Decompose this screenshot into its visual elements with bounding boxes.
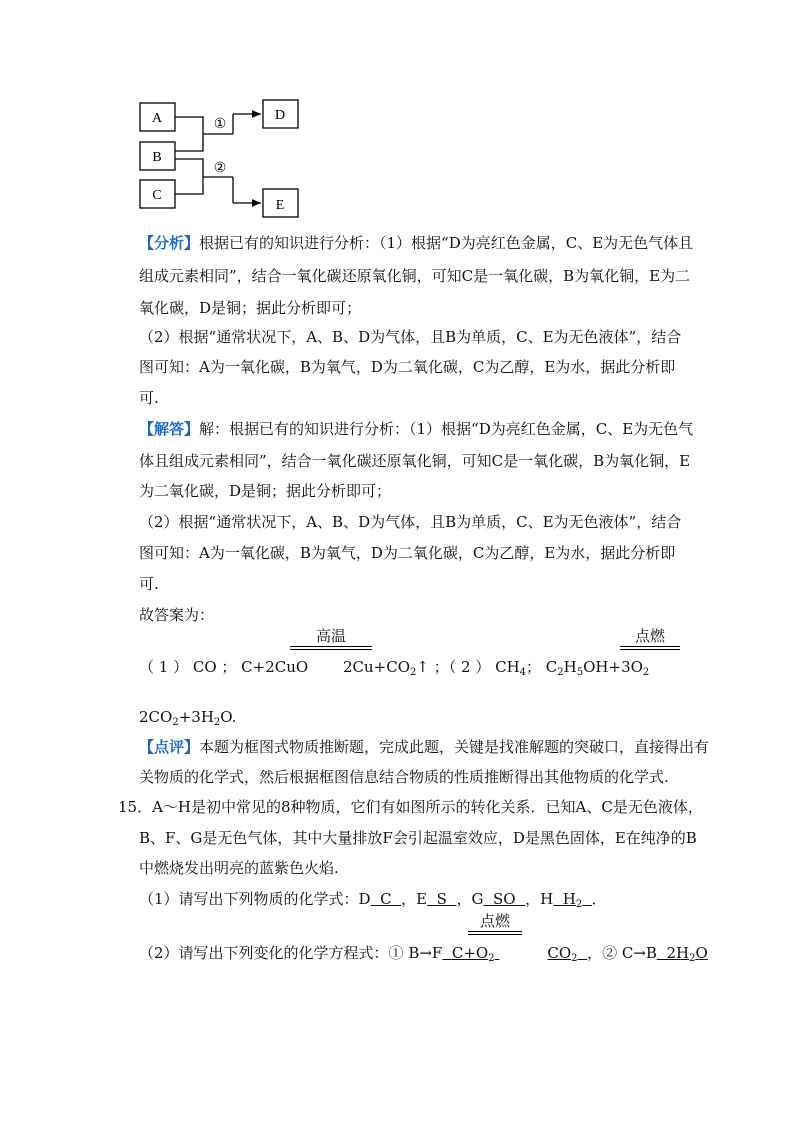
comment-line-2: 关物质的化学式，然后根据框图信息结合物质的性质推断得出其他物质的化学式. xyxy=(139,768,669,786)
answer-h: $H_2$ xyxy=(562,890,583,910)
box-b-label: B xyxy=(152,150,162,165)
answer-d: C xyxy=(380,890,392,908)
marker-1: ① xyxy=(213,117,227,132)
analysis-line-2: 组成元素相同”，结合一氧化碳还原氧化铜，可知C是一氧化碳，B为氧化铜，E为二 xyxy=(139,267,691,285)
equation-b-to-f-product: $CO_2$ xyxy=(547,944,578,964)
equation-line-1b: $2Cu+CO_2↑$ ；（ 2 ） $CH_4$； $C_2H_5OH+3O_2$ xyxy=(343,658,650,678)
q15-part-2: （2）请写出下列变化的化学方程式：① B→F $C+O_2$ $CO_2$ ，② C→B $2H_2O$ xyxy=(139,944,708,964)
equation-line-2: $2CO_2+3H_2O$. xyxy=(139,708,237,728)
equation-c-to-b: $2H_2O$ xyxy=(666,944,708,964)
analysis-line-6: 可. xyxy=(139,389,159,407)
analysis-tag: 【分析】 xyxy=(139,234,200,252)
box-c-label: C xyxy=(152,188,162,203)
q15-condition-ignite: 点燃 xyxy=(468,912,522,935)
equation-b-to-f: $C+O_2$ xyxy=(451,944,495,964)
box-a-label: A xyxy=(151,111,163,126)
answer-line-2: 体且组成元素相同”，结合一氧化碳还原氧化铜，可知C是一氧化碳，B为氧化铜，E xyxy=(139,452,691,470)
q15-line-3: 中燃烧发出明亮的蓝紫色火焰. xyxy=(139,859,339,877)
analysis-line-3: 氧化碳，D是铜；据此分析即可； xyxy=(139,299,362,317)
answer-line-6: 可. xyxy=(139,575,159,593)
equation-line-1: （ 1 ） CO ； C+2CuO xyxy=(139,658,309,676)
box-e-label: E xyxy=(275,198,285,213)
answer-g: SO xyxy=(493,890,516,908)
q15-line-1: 15．A～H是初中常见的8种物质，它们有如图所示的转化关系．已知A、C是无色液体， xyxy=(118,798,703,816)
answer-line-5: 图可知：A为一氧化碳，B为氧气，D为二氧化碳，C为乙醇，E为水，据此分析即 xyxy=(139,544,676,562)
answer-e: S xyxy=(436,890,447,908)
answer-line-3: 为二氧化碳，D是铜；据此分析即可； xyxy=(139,482,392,500)
reaction-diagram xyxy=(135,95,305,220)
analysis-line-5: 图可知：A为一氧化碳，B为氧气，D为二氧化碳，C为乙醇，E为水，据此分析即 xyxy=(139,358,676,376)
analysis-line-4: （2）根据“通常状况下，A、B、D为气体，且B为单质，C、E为无色液体”，结合 xyxy=(139,328,682,346)
analysis-line-1: 【分析】根据已有的知识进行分析：（1）根据“D为亮红色金属，C、E为无色气体且 xyxy=(139,234,694,252)
answer-line-4: （2）根据“通常状况下，A、B、D为气体，且B为单质，C、E为无色液体”，结合 xyxy=(139,513,682,531)
condition-ignite: 点燃 xyxy=(620,627,680,650)
q15-line-2: B、F、G是无色气体，其中大量排放F会引起温室效应，D是黑色固体，E在纯净的B xyxy=(139,829,697,847)
answer-line-7: 故答案为： xyxy=(139,606,215,624)
comment-line-1: 【点评】本题为框图式物质推断题，完成此题，关键是找准解题的突破口，直接得出有 xyxy=(139,738,710,756)
condition-high-temp: 高温 xyxy=(290,627,372,650)
q15-part-1: （1）请写出下列物质的化学式：D C ，E S ，G SO ，H $H_2$ ． xyxy=(139,890,607,910)
box-d-label: D xyxy=(274,108,286,123)
answer-tag: 【解答】 xyxy=(139,420,200,438)
answer-line-1: 【解答】解：根据已有的知识进行分析：（1）根据“D为亮红色金属，C、E为无色气 xyxy=(139,420,694,438)
marker-2: ② xyxy=(213,161,227,176)
comment-tag: 【点评】 xyxy=(139,738,200,756)
